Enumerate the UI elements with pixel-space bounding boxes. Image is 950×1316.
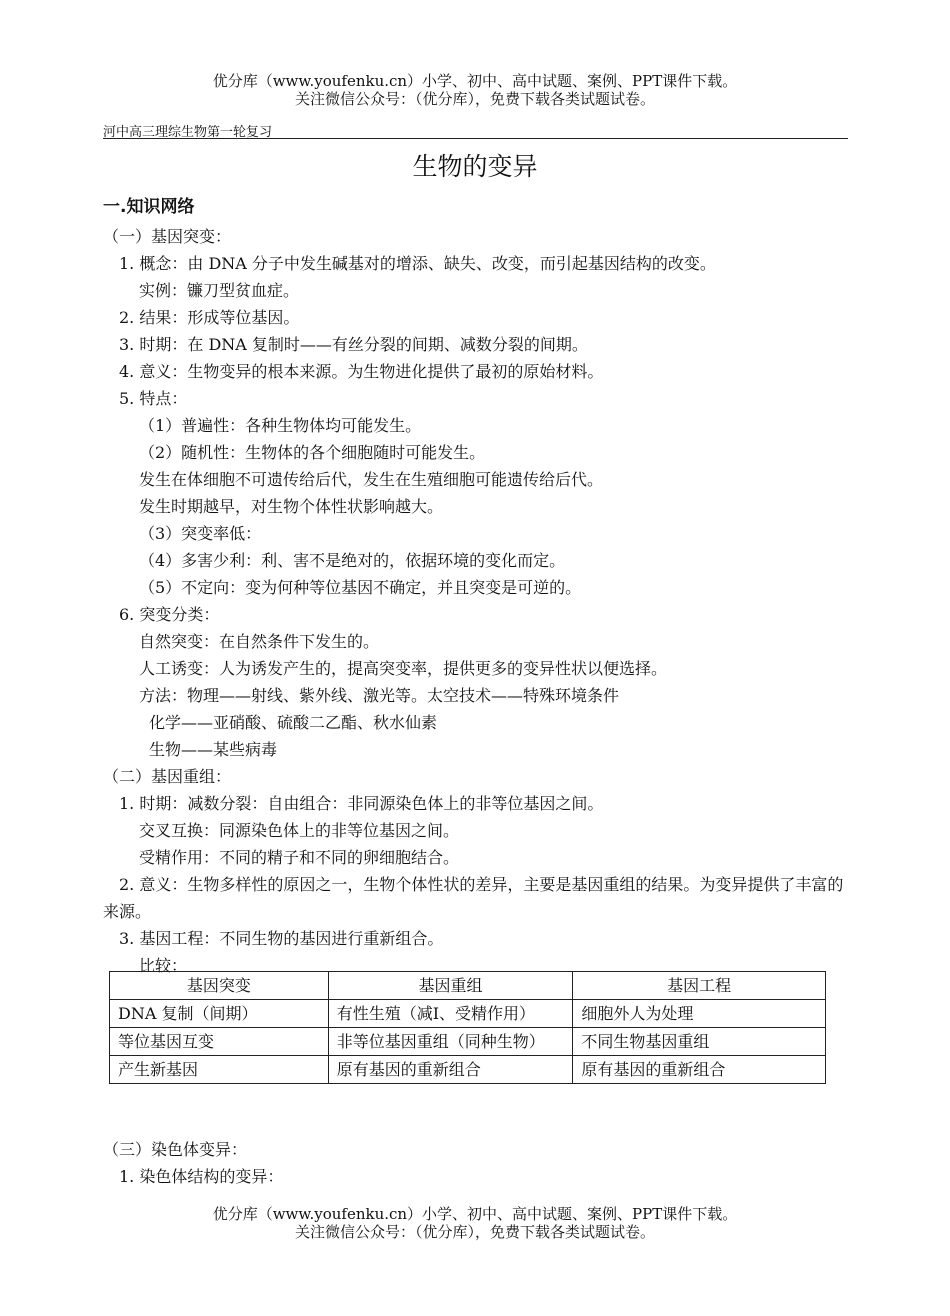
table-cell: DNA 复制（间期） <box>110 1000 329 1028</box>
list-item: （1）普遍性：各种生物体均可能发生。 <box>139 416 422 435</box>
top-banner <box>0 72 950 108</box>
list-item: 3. 基因工程：不同生物的基因进行重新组合。 <box>119 929 444 948</box>
column-header: 基因重组 <box>328 972 573 1000</box>
list-item: 发生在体细胞不可遗传给后代，发生在生殖细胞可能遗传给后代。 <box>139 470 604 489</box>
table-cell: 细胞外人为处理 <box>573 1000 826 1028</box>
table-cell: 有性生殖（减Ⅰ、受精作用） <box>328 1000 573 1028</box>
bottom-banner <box>0 1205 950 1241</box>
list-item: （2）随机性：生物体的各个细胞随时可能发生。 <box>139 443 486 462</box>
table-cell: 原有基因的重新组合 <box>573 1056 826 1084</box>
banner-line-1: 优分库（www.youfenku.cn）小学、初中、高中试题、案例、PPT课件下载。 <box>212 72 738 90</box>
list-item: 4. 意义：生物变异的根本来源。为生物进化提供了最初的原始材料。 <box>119 362 604 381</box>
list-item: 人工诱变：人为诱发产生的，提高突变率，提供更多的变异性状以便选择。 <box>139 659 668 678</box>
list-item: 受精作用：不同的精子和不同的卵细胞结合。 <box>139 848 460 867</box>
table-cell: 非等位基因重组（同种生物） <box>328 1028 573 1056</box>
section-heading: 一.知识网络 <box>103 197 195 217</box>
table-row <box>110 1028 826 1056</box>
table-header-row <box>110 972 826 1000</box>
list-item: 3. 时期：在 DNA 复制时——有丝分裂的间期、减数分裂的间期。 <box>119 335 588 354</box>
table-cell: 原有基因的重新组合 <box>328 1056 573 1084</box>
list-item: 5. 特点： <box>119 389 188 408</box>
list-item: 交叉互换：同源染色体上的非等位基因之间。 <box>139 821 460 840</box>
list-item: 比较： <box>139 956 188 975</box>
document-body <box>103 194 848 979</box>
list-item: （4）多害少利：利、害不是绝对的，依据环境的变化而定。 <box>139 551 566 570</box>
list-item: 1. 染色体结构的变异： <box>119 1167 284 1186</box>
list-item: 6. 突变分类： <box>119 605 220 624</box>
banner-line-1: 优分库（www.youfenku.cn）小学、初中、高中试题、案例、PPT课件下载。 <box>212 1205 738 1223</box>
column-header: 基因工程 <box>573 972 826 1000</box>
banner-line-2: 关注微信公众号：（优分库），免费下载各类试题试卷。 <box>294 1223 655 1241</box>
list-item: 自然突变：在自然条件下发生的。 <box>139 632 380 651</box>
list-item: 1. 时期：减数分裂：自由组合：非同源染色体上的非等位基因之间。 <box>119 794 604 813</box>
subsection-heading: （一）基因突变： <box>103 227 232 246</box>
list-item: 方法：物理——射线、紫外线、激光等。太空技术——特殊环境条件 <box>139 686 620 705</box>
list-item: 实例：镰刀型贫血症。 <box>139 281 300 300</box>
page-title: 生物的变异 <box>412 152 538 181</box>
banner-line-2: 关注微信公众号：（优分库），免费下载各类试题试卷。 <box>294 90 655 108</box>
list-item: 发生时期越早，对生物个体性状影响越大。 <box>139 497 444 516</box>
list-item: 生物——某些病毒 <box>149 740 278 759</box>
running-header: 河中高三理综生物第一轮复习 <box>103 125 273 140</box>
subsection-heading: （三）染色体变异： <box>103 1140 248 1159</box>
list-item: （3）突变率低： <box>139 524 262 543</box>
column-header: 基因突变 <box>110 972 329 1000</box>
list-item: 2. 结果：形成等位基因。 <box>119 308 300 327</box>
list-item: 1. 概念：由 DNA 分子中发生碱基对的增添、缺失、改变，而引起基因结构的改变。 <box>119 254 716 273</box>
continuation <box>103 1136 283 1190</box>
table-cell: 产生新基因 <box>110 1056 329 1084</box>
list-item: 化学——亚硝酸、硫酸二乙酯、秋水仙素 <box>149 713 438 732</box>
table-cell: 不同生物基因重组 <box>573 1028 826 1056</box>
paragraph: 2. 意义：生物多样性的原因之一，生物个体性状的差异，主要是基因重组的结果。为变异提供了丰富的来源。 <box>103 875 844 921</box>
header-divider <box>103 138 848 139</box>
table-cell: 等位基因互变 <box>110 1028 329 1056</box>
table-row <box>110 1000 826 1028</box>
comparison-table <box>109 971 826 1084</box>
subsection-heading: （二）基因重组： <box>103 767 232 786</box>
table-row <box>110 1056 826 1084</box>
list-item: （5）不定向：变为何种等位基因不确定，并且突变是可逆的。 <box>139 578 582 597</box>
